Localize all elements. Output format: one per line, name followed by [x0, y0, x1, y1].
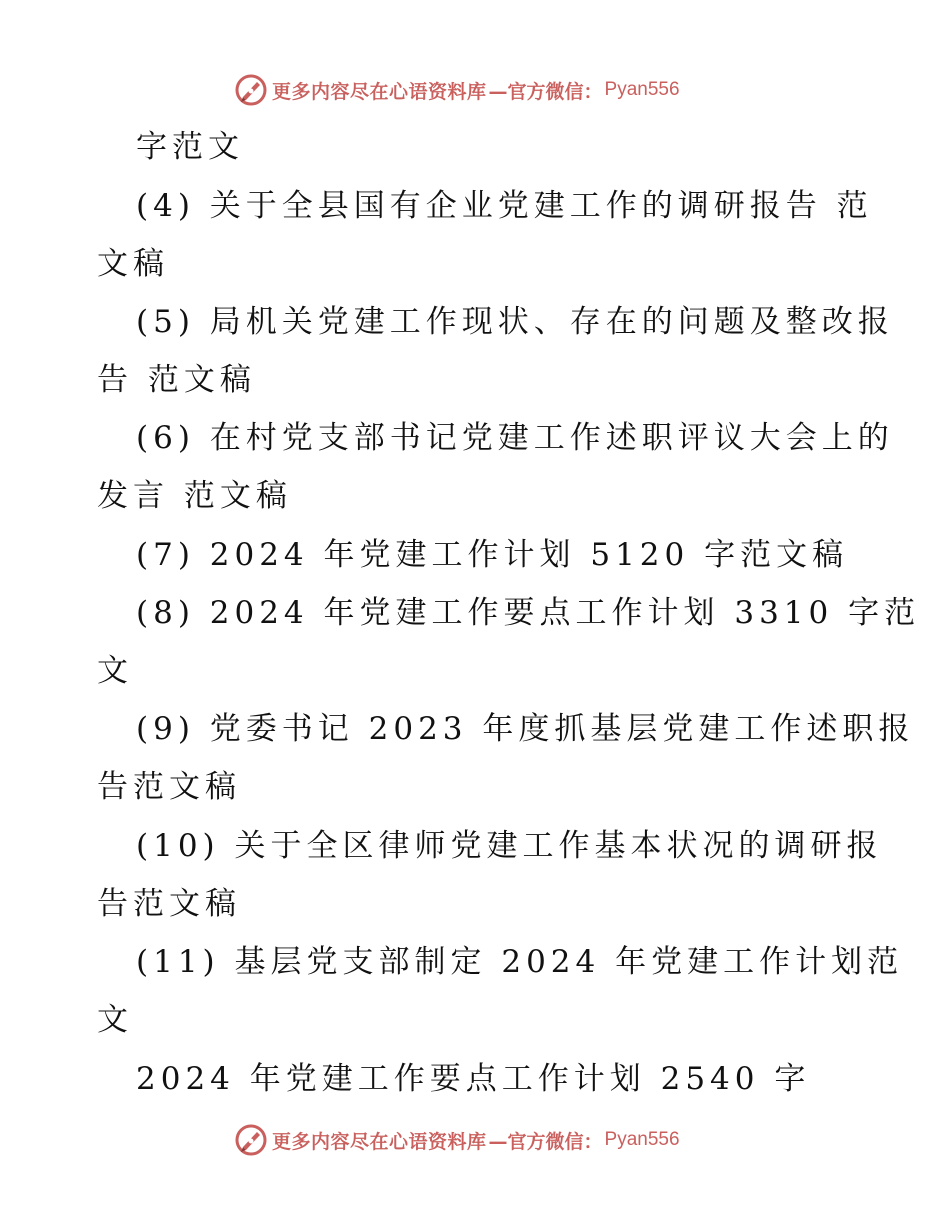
watermark-official-text: —官方微信：	[488, 1130, 603, 1153]
watermark-main-text: 更多内容尽在心语资料库	[272, 80, 487, 103]
list-item-9-continued: 告范文稿	[97, 769, 241, 805]
list-item-10: (10) 关于全区律师党建工作基本状况的调研报	[136, 828, 883, 864]
list-item-5-continued: 告 范文稿	[97, 362, 256, 398]
watermark-official-text: —官方微信：	[488, 80, 603, 103]
list-item-5: (5) 局机关党建工作现状、存在的问题及整改报	[136, 304, 894, 340]
watermark-wechat-id: Pyan556	[604, 79, 680, 100]
list-item-11: (11) 基层党支部制定 2024 年党建工作计划范	[136, 944, 904, 980]
list-item-8-continued: 文	[97, 653, 133, 689]
pen-logo-icon	[234, 1123, 268, 1157]
list-item-9: (9) 党委书记 2023 年度抓基层党建工作述职报	[136, 711, 915, 747]
list-item-8: (8) 2024 年党建工作要点工作计划 3310 字范	[136, 595, 921, 631]
list-item-6: (6) 在村党支部书记党建工作述职评议大会上的	[136, 420, 894, 456]
footer-watermark	[234, 1122, 680, 1158]
body-line: 2024 年党建工作要点工作计划 2540 字	[136, 1061, 811, 1097]
list-item-4: (4) 关于全县国有企业党建工作的调研报告 范	[136, 188, 873, 224]
list-item-11-continued: 文	[97, 1002, 133, 1038]
list-item-6-continued: 发言 范文稿	[97, 478, 292, 514]
list-item-10-continued: 告范文稿	[97, 886, 241, 922]
header-watermark	[234, 72, 680, 108]
list-item-4-continued: 文稿	[97, 246, 169, 282]
body-line: 字范文	[136, 129, 244, 165]
list-item-7: (7) 2024 年党建工作计划 5120 字范文稿	[136, 537, 849, 573]
watermark-main-text: 更多内容尽在心语资料库	[272, 1130, 487, 1153]
pen-logo-icon	[234, 73, 268, 107]
watermark-wechat-id: Pyan556	[604, 1129, 680, 1150]
